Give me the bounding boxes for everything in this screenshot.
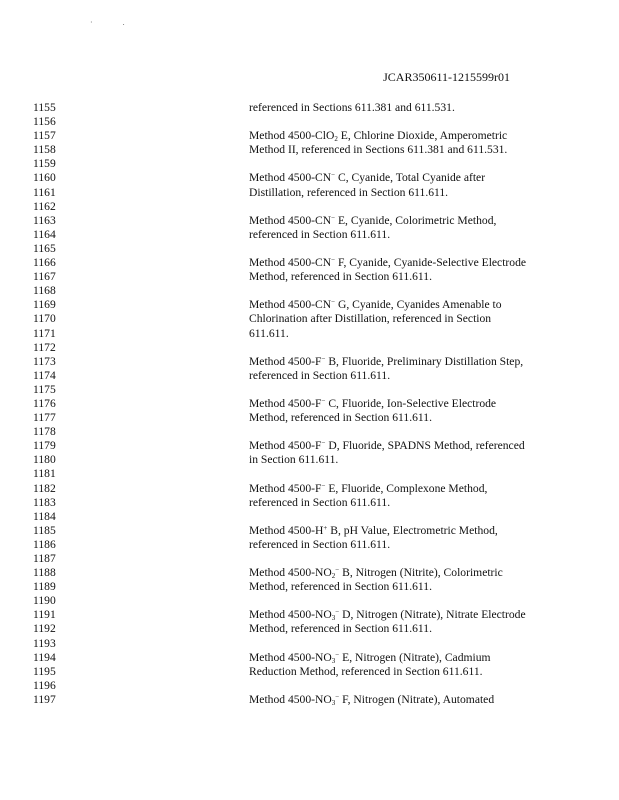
line-number: 1178: [33, 425, 56, 439]
line-text: [249, 411, 432, 425]
text-line: [0, 482, 619, 496]
text-run: Method 4500-CN: [249, 298, 332, 312]
line-number: 1171: [33, 326, 56, 340]
text-line: [0, 637, 619, 651]
line-number: 1166: [33, 256, 56, 270]
text-line: [0, 411, 619, 425]
text-line: [0, 157, 619, 171]
text-line: [0, 552, 619, 566]
text-line: [0, 369, 619, 383]
line-number: 1182: [33, 481, 56, 495]
text-run: Reduction Method, referenced in Section 611.611.: [249, 664, 483, 678]
line-number: 1168: [33, 284, 56, 298]
line-number: 1192: [33, 622, 56, 636]
line-text: [249, 524, 498, 538]
superscript: −: [335, 692, 340, 701]
line-text: [249, 355, 523, 369]
text-line: [0, 538, 619, 552]
text-line: [0, 383, 619, 397]
line-text: [249, 214, 496, 228]
text-line: [0, 566, 619, 580]
line-number: 1188: [33, 566, 56, 580]
subscript: 2: [331, 572, 336, 581]
line-number: 1193: [33, 636, 56, 650]
line-text: [249, 496, 390, 510]
text-line: [0, 171, 619, 185]
text-run: B, Nitrogen (Nitrite), Colorimetric: [339, 566, 503, 580]
line-number: 1176: [33, 396, 56, 410]
numbered-lines: [0, 101, 619, 707]
text-line: [0, 200, 619, 214]
line-number: 1172: [33, 340, 56, 354]
text-line: [0, 510, 619, 524]
text-run: E, Fluoride, Complexone Method,: [325, 481, 488, 495]
line-text: [249, 439, 525, 453]
text-run: referenced in Section 611.611.: [249, 537, 391, 551]
line-number: 1155: [33, 101, 56, 114]
text-run: Method 4500-F: [249, 354, 322, 368]
line-text: [249, 186, 448, 200]
superscript: −: [335, 650, 340, 659]
superscript: −: [321, 354, 326, 363]
text-line: [0, 679, 619, 693]
line-number: 1158: [33, 143, 56, 157]
line-number: 1174: [33, 368, 56, 382]
text-run: referenced in Sections 611.381 and 611.531.: [249, 101, 455, 114]
text-run: E, Chlorine Dioxide, Amperometric: [337, 129, 508, 143]
text-line: [0, 327, 619, 341]
document-id-header: JCAR350611-1215599r01: [383, 70, 510, 84]
line-number: 1185: [33, 523, 56, 537]
text-line: [0, 608, 619, 622]
line-number: 1196: [33, 678, 56, 692]
text-run: B, Fluoride, Preliminary Distillation Step,: [325, 354, 524, 368]
text-line: [0, 101, 619, 115]
superscript: −: [331, 171, 336, 180]
text-run: Method, referenced in Section 611.611.: [249, 622, 432, 636]
text-run: Method, referenced in Section 611.611.: [249, 580, 432, 594]
line-text: [249, 651, 491, 665]
text-line: [0, 467, 619, 481]
line-text: [249, 228, 390, 242]
text-line: [0, 453, 619, 467]
line-text: [249, 622, 432, 636]
line-number: 1177: [33, 411, 56, 425]
text-run: referenced in Section 611.611.: [249, 227, 391, 241]
text-line: [0, 693, 619, 707]
text-line: [0, 355, 619, 369]
text-run: Method 4500-F: [249, 396, 322, 410]
text-run: Method 4500-NO: [249, 650, 332, 664]
text-run: Method 4500-NO: [249, 566, 332, 580]
line-text: [249, 327, 289, 341]
text-run: referenced in Section 611.611.: [249, 495, 391, 509]
subscript: 3: [331, 614, 336, 623]
superscript: −: [335, 608, 340, 617]
text-line: [0, 214, 619, 228]
text-run: Method II, referenced in Sections 611.381 and 611.531.: [249, 143, 508, 157]
superscript: −: [331, 213, 336, 222]
line-number: 1194: [33, 650, 56, 664]
text-line: [0, 143, 619, 157]
text-line: [0, 397, 619, 411]
line-number: 1195: [33, 664, 56, 678]
text-run: Distillation, referenced in Section 611.611.: [249, 185, 449, 199]
subscript: 3: [331, 656, 336, 665]
text-run: referenced in Section 611.611.: [249, 368, 391, 382]
text-run: Method 4500-ClO: [249, 129, 335, 143]
line-number: 1191: [33, 608, 56, 622]
line-number: 1170: [33, 312, 56, 326]
line-text: [249, 453, 338, 467]
text-run: Method 4500-NO: [249, 608, 332, 622]
superscript: −: [335, 566, 340, 575]
text-line: [0, 115, 619, 129]
line-number: 1184: [33, 509, 56, 523]
line-number: 1190: [33, 594, 56, 608]
text-line: [0, 256, 619, 270]
line-text: [249, 566, 503, 580]
line-text: [249, 538, 390, 552]
text-line: [0, 312, 619, 326]
text-run: B, pH Value, Electrometric Method,: [327, 523, 498, 537]
subscript: 2: [334, 135, 338, 144]
line-number: 1186: [33, 537, 56, 551]
superscript: +: [323, 523, 328, 532]
text-run: F, Nitrogen (Nitrate), Automated: [339, 692, 495, 706]
line-number: 1187: [33, 552, 56, 565]
text-run: C, Cyanide, Total Cyanide after: [335, 171, 486, 185]
text-line: [0, 651, 619, 665]
text-run: Method 4500-CN: [249, 256, 332, 270]
line-number: 1161: [33, 185, 56, 199]
text-run: D, Fluoride, SPADNS Method, referenced: [325, 439, 525, 453]
text-line: [0, 439, 619, 453]
superscript: −: [321, 439, 326, 448]
text-line: [0, 284, 619, 298]
line-number: 1197: [33, 692, 56, 706]
line-number: 1175: [33, 382, 56, 396]
text-line: [0, 622, 619, 636]
line-number: 1183: [33, 495, 56, 509]
text-line: [0, 186, 619, 200]
text-run: Method 4500-F: [249, 439, 322, 453]
line-text: [249, 270, 432, 284]
text-run: in Section 611.611.: [249, 453, 339, 467]
line-number: 1189: [33, 580, 56, 594]
line-text: [249, 608, 526, 622]
line-number: 1165: [33, 241, 56, 255]
text-line: [0, 129, 619, 143]
line-number: 1157: [33, 129, 56, 143]
text-run: D, Nitrogen (Nitrate), Nitrate Electrode: [339, 608, 526, 622]
text-line: [0, 524, 619, 538]
text-line: [0, 665, 619, 679]
text-line: [0, 228, 619, 242]
text-run: E, Cyanide, Colorimetric Method,: [335, 213, 497, 227]
line-text: [249, 312, 491, 326]
text-run: Method, referenced in Section 611.611.: [249, 270, 432, 284]
text-run: Method 4500-CN: [249, 213, 332, 227]
text-run: Chlorination after Distillation, referenced in Section: [249, 312, 492, 326]
line-text: [249, 665, 483, 679]
text-line: [0, 341, 619, 355]
line-number: 1169: [33, 298, 56, 312]
superscript: −: [321, 396, 326, 405]
line-number: 1167: [33, 270, 56, 284]
line-text: [249, 397, 496, 411]
line-number: 1159: [33, 157, 56, 171]
text-run: C, Fluoride, Ion-Selective Electrode: [325, 396, 497, 410]
line-number: 1181: [33, 467, 56, 481]
line-text: [249, 143, 507, 157]
text-run: Method 4500-CN: [249, 171, 332, 185]
superscript: −: [331, 256, 336, 265]
text-run: 611.611.: [249, 326, 289, 340]
text-run: Method, referenced in Section 611.611.: [249, 411, 432, 425]
line-text: [249, 256, 526, 270]
line-number: 1163: [33, 213, 56, 227]
text-line: [0, 270, 619, 284]
line-text: [249, 580, 432, 594]
line-number: 1156: [33, 115, 56, 129]
line-number: 1164: [33, 227, 56, 241]
line-text: [249, 129, 507, 143]
text-line: [0, 496, 619, 510]
scan-specks: · .: [90, 18, 139, 27]
text-line: [0, 298, 619, 312]
superscript: −: [321, 481, 326, 490]
text-run: Method 4500-NO: [249, 692, 332, 706]
text-run: Method 4500-H: [249, 523, 324, 537]
text-run: G, Cyanide, Cyanides Amenable to: [335, 298, 502, 312]
line-text: [249, 171, 485, 185]
text-run: Method 4500-F: [249, 481, 322, 495]
line-number: 1162: [33, 199, 56, 213]
line-number: 1180: [33, 453, 56, 467]
subscript: 3: [331, 698, 336, 707]
line-number: 1179: [33, 439, 56, 453]
line-text: [249, 298, 502, 312]
line-text: [249, 693, 494, 707]
superscript: −: [331, 298, 336, 307]
text-line: [0, 425, 619, 439]
line-text: [249, 482, 487, 496]
text-run: F, Cyanide, Cyanide-Selective Electrode: [335, 256, 527, 270]
line-number: 1160: [33, 171, 56, 185]
text-run: E, Nitrogen (Nitrate), Cadmium: [339, 650, 491, 664]
line-text: [249, 101, 455, 115]
text-line: [0, 594, 619, 608]
line-text: [249, 369, 390, 383]
text-line: [0, 242, 619, 256]
line-number: 1173: [33, 354, 56, 368]
text-line: [0, 580, 619, 594]
